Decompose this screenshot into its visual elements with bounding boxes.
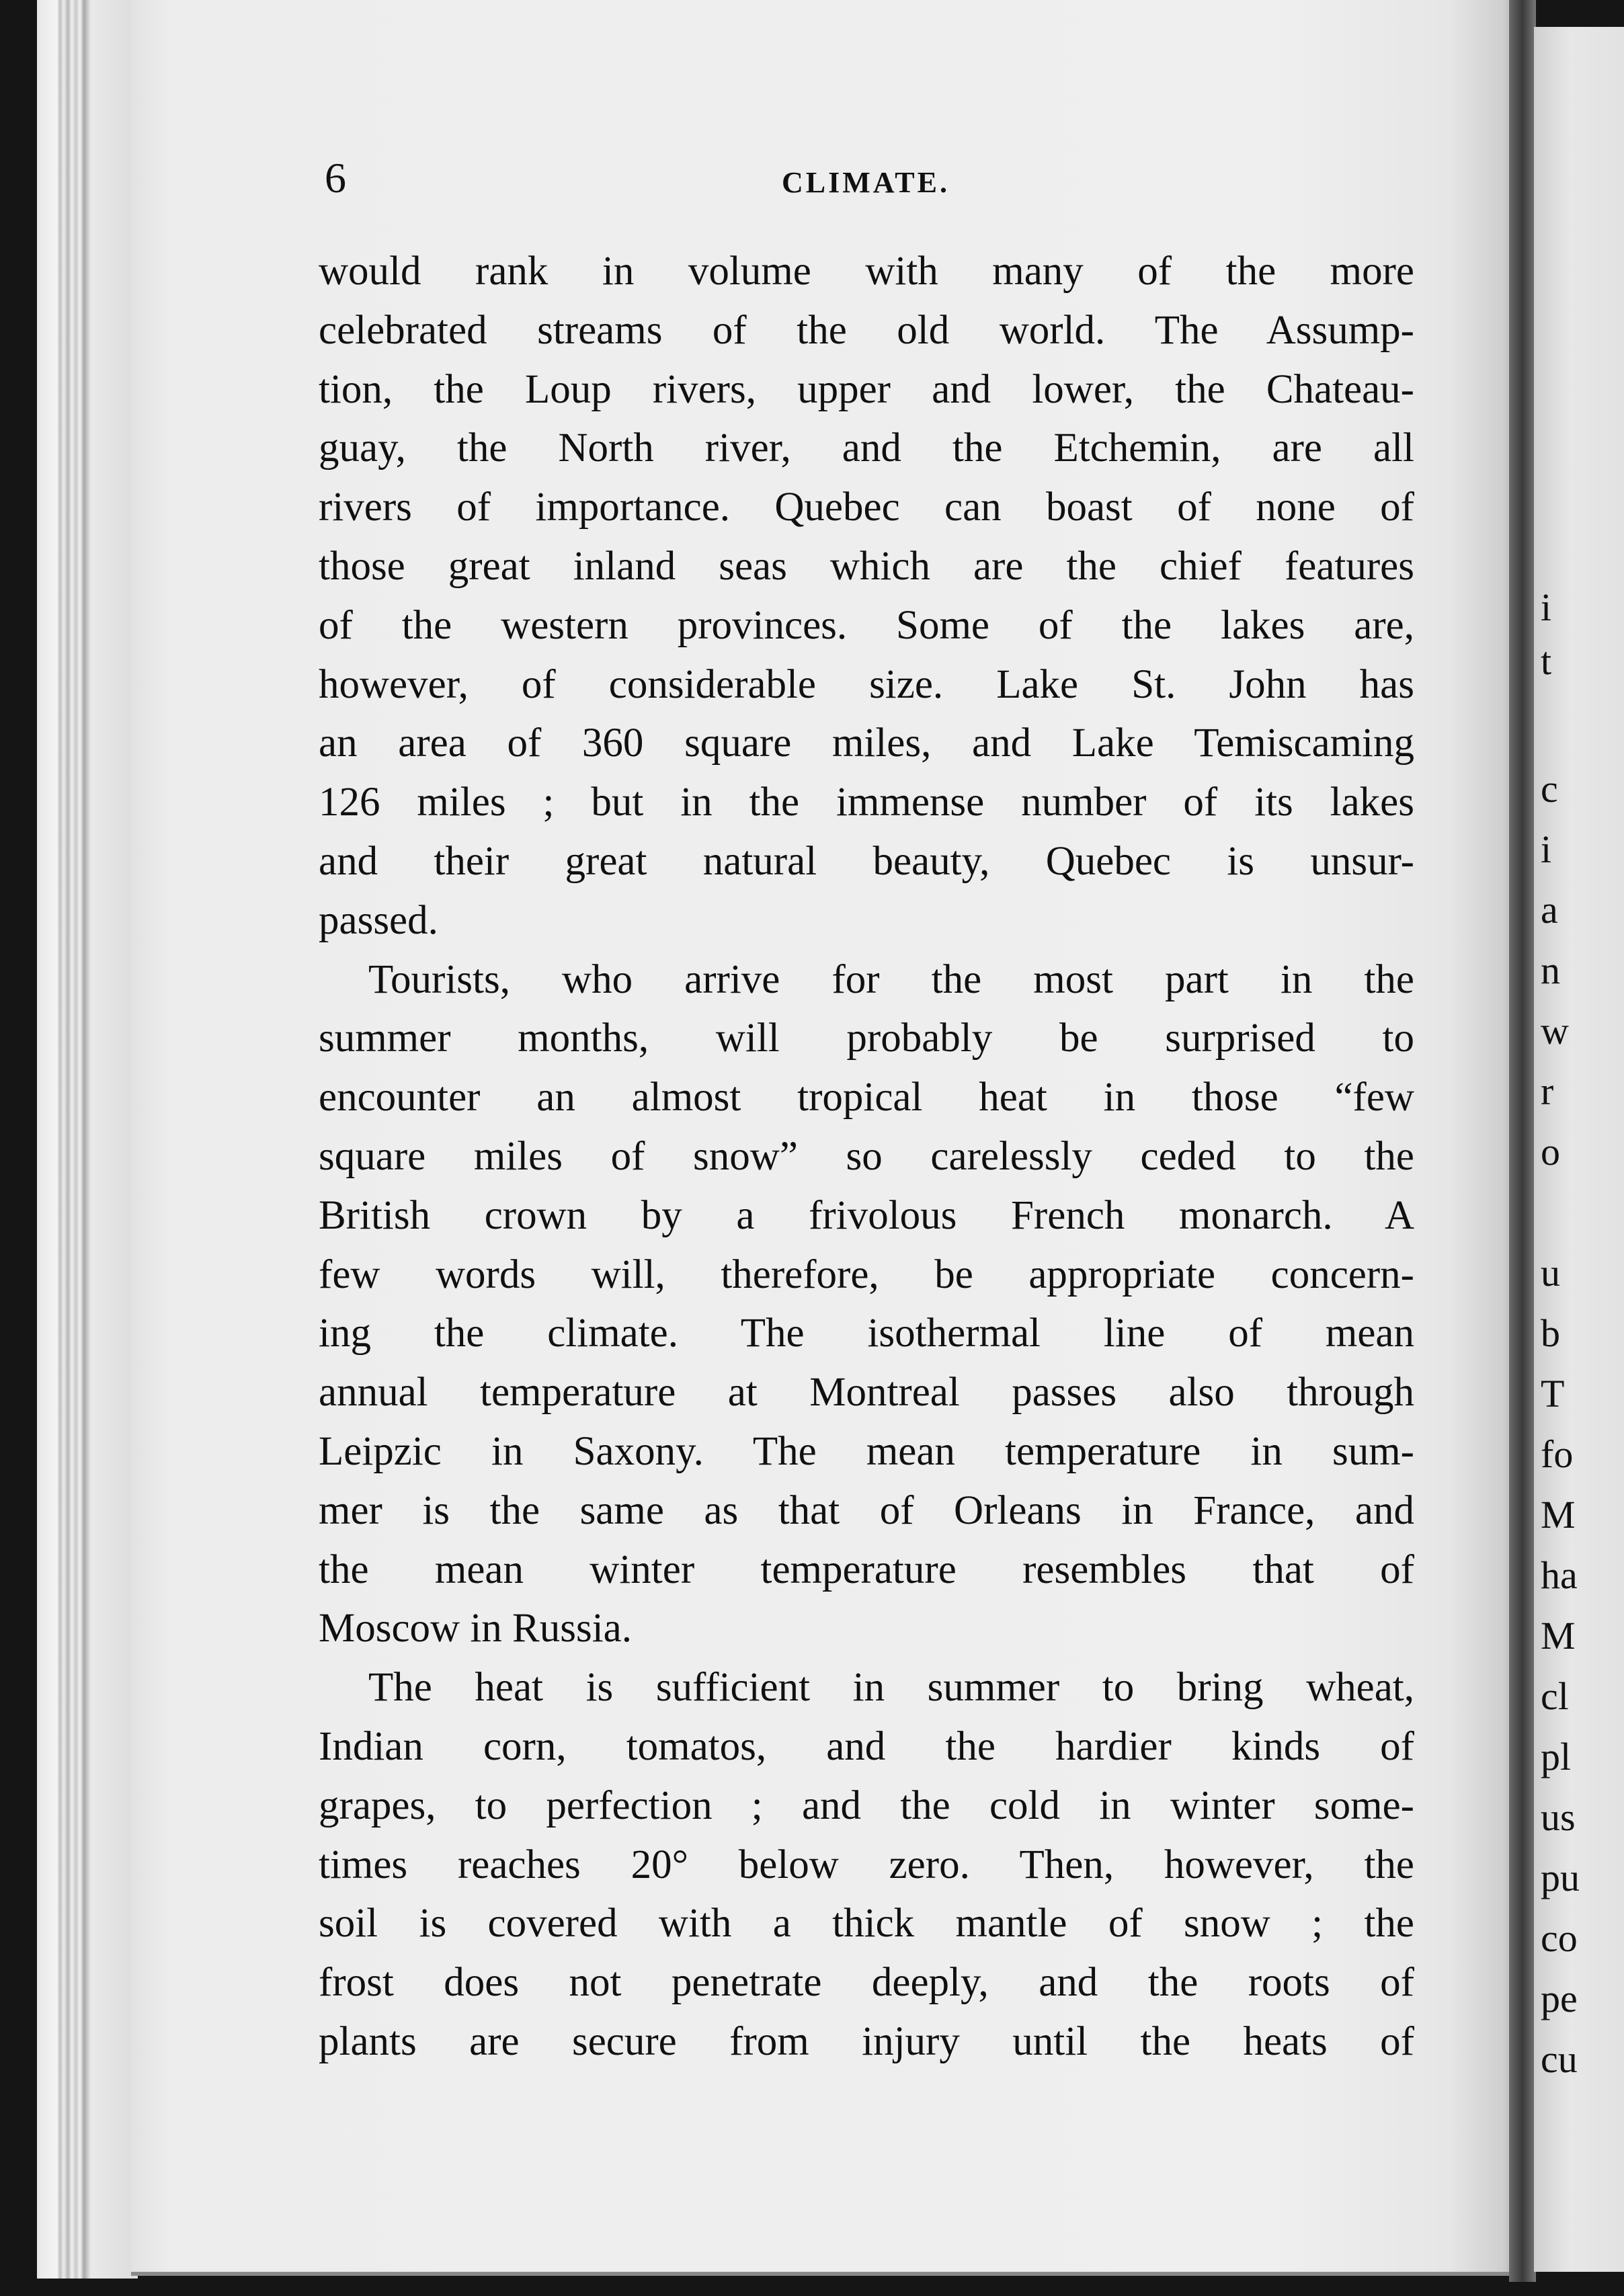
text-line: summer months, will probably be surprised to [319, 1016, 1414, 1061]
text-line: British crown by a frivolous French monarch. A [319, 1192, 1414, 1238]
text-line: The heat is sufficient in summer to bring wheat, [368, 1665, 1414, 1711]
facing-page-fragment: pu [1541, 1856, 1580, 1899]
paragraph [319, 950, 1414, 1659]
text-line: of the western provinces. Some of the lakes are, [319, 602, 1414, 648]
facing-page-fragment: n [1541, 948, 1560, 992]
facing-page-fragment: ha [1541, 1553, 1578, 1597]
paragraph [319, 242, 1414, 950]
text-line: celebrated streams of the old world. The Assump- [319, 307, 1414, 353]
text-line: rivers of importance. Quebec can boast of none of [319, 485, 1414, 530]
facing-page-fragment: w [1541, 1009, 1569, 1053]
facing-page-fragment: us [1541, 1795, 1576, 1839]
facing-page-fragment: b [1541, 1311, 1560, 1355]
running-head: CLIMATE. [782, 166, 950, 199]
text-line: an area of 360 square miles, and Lake Temiscaming [319, 721, 1414, 766]
text-line: however, of considerable size. Lake St. John has [319, 661, 1414, 707]
text-line: tion, the Loup rivers, upper and lower, the Chateau- [319, 366, 1414, 412]
facing-page-edge [1534, 27, 1624, 2272]
text-line: few words will, therefore, be appropriate concern- [319, 1252, 1414, 1297]
text-line: ing the climate. The isothermal line of mean [319, 1311, 1414, 1356]
text-line: annual temperature at Montreal passes also through [319, 1370, 1414, 1416]
facing-page-fragment: i [1541, 585, 1552, 629]
page-header [325, 153, 1414, 200]
facing-page-fragment: pl [1541, 1735, 1572, 1778]
text-line: mer is the same as that of Orleans in France, and [319, 1487, 1414, 1533]
facing-page-fragment: pe [1541, 1977, 1578, 2020]
text-line: grapes, to perfection ; and the cold in winter some- [319, 1782, 1414, 1828]
binding-page-edges [37, 0, 138, 2279]
text-line: the mean winter temperature resembles that of [319, 1547, 1414, 1592]
text-line: Indian corn, tomatos, and the hardier kinds of [319, 1723, 1414, 1769]
facing-page-fragment: M [1541, 1614, 1576, 1657]
text-line: square miles of snow” so carelessly ceded to the [319, 1133, 1414, 1179]
book-gutter [1509, 0, 1536, 2282]
facing-page-fragment: i [1541, 827, 1552, 871]
text-line: soil is covered with a thick mantle of snow ; the [319, 1901, 1414, 1946]
paragraph [319, 1658, 1414, 2072]
text-line: times reaches 20° below zero. Then, however, the [319, 1842, 1414, 1887]
text-line: 126 miles ; but in the immense number of its lakes [319, 780, 1414, 825]
page-number: 6 [325, 154, 346, 202]
facing-page-fragment: t [1541, 639, 1552, 683]
facing-page-fragment: co [1541, 1916, 1578, 1960]
text-line: Moscow in Russia. [319, 1606, 632, 1651]
text-line: passed. [319, 897, 438, 943]
facing-page-fragment: M [1541, 1493, 1576, 1536]
text-line: plants are secure from injury until the heats of [319, 2018, 1414, 2064]
facing-page-fragment: o [1541, 1130, 1560, 1174]
facing-page-fragment: u [1541, 1251, 1560, 1295]
facing-page-fragment: a [1541, 888, 1558, 932]
facing-page-fragment: c [1541, 767, 1558, 811]
text-line: Leipzic in Saxony. The mean temperature in sum- [319, 1428, 1414, 1474]
facing-page-fragment: cl [1541, 1674, 1569, 1718]
facing-page-fragment: cu [1541, 2037, 1578, 2081]
text-line: frost does not penetrate deeply, and the roots of [319, 1960, 1414, 2006]
text-line: would rank in volume with many of the more [319, 249, 1414, 294]
text-line: and their great natural beauty, Quebec is unsur- [319, 838, 1414, 884]
text-line: Tourists, who arrive for the most part in the [368, 956, 1414, 1002]
body-text [319, 242, 1414, 2072]
text-line: those great inland seas which are the chief features [319, 543, 1414, 589]
text-line: encounter an almost tropical heat in those “few [319, 1075, 1414, 1120]
facing-page-fragment: T [1541, 1372, 1565, 1416]
facing-page-fragment: r [1541, 1069, 1554, 1113]
facing-page-fragment: fo [1541, 1432, 1574, 1476]
text-line: guay, the North river, and the Etchemin, are all [319, 425, 1414, 471]
